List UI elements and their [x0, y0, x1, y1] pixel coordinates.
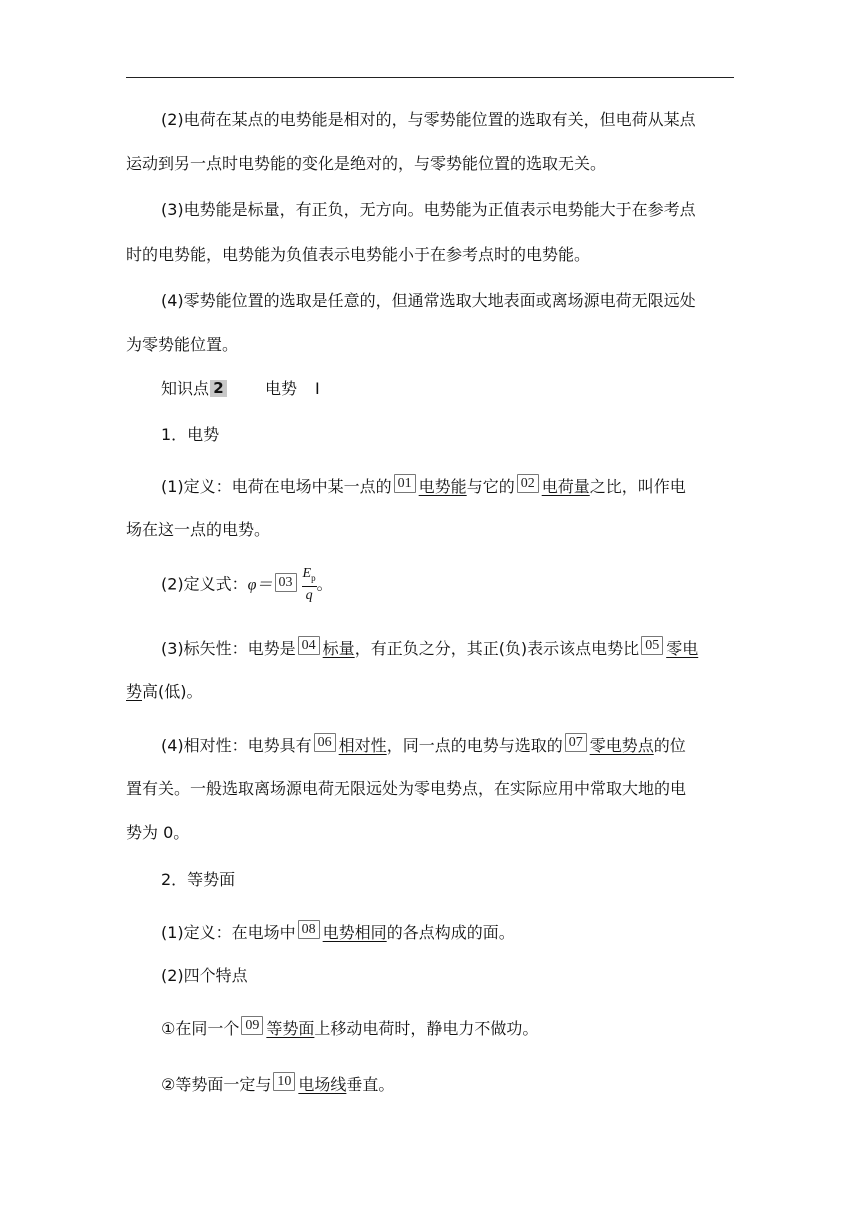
knowledge-point-label: 知识点	[161, 379, 210, 398]
equipotential-definition	[161, 920, 515, 944]
formula-suffix: 。	[316, 574, 333, 594]
definition-suffix: 之比，叫作电	[589, 477, 686, 496]
answer-field-line: 电场线	[298, 1075, 347, 1094]
paragraph-3-line-2: 时的电势能，电势能为负值表示电势能小于在参考点时的电势能。	[126, 245, 591, 264]
blank-number-04: 04	[298, 636, 320, 655]
section-1-title: 1．电势	[161, 425, 220, 444]
feature-2-suffix: 垂直。	[346, 1075, 395, 1094]
scalar-line-2-rest: 高(低)。	[142, 682, 203, 701]
formula-fraction	[302, 566, 317, 604]
formula-line	[161, 566, 333, 604]
knowledge-point-heading	[161, 378, 320, 400]
paragraph-2-line-2: 运动到另一点时电势能的变化是绝对的，与零势能位置的选取无关。	[126, 154, 607, 173]
definition-line-2: 场在这一点的电势。	[126, 520, 271, 539]
answer-relativity: 相对性	[338, 736, 387, 755]
blank-number-09: 09	[241, 1016, 263, 1035]
blank-number-02: 02	[517, 474, 539, 493]
blank-number-03: 03	[275, 573, 297, 592]
feature-1	[161, 1016, 538, 1040]
header-rule	[126, 77, 734, 78]
blank-number-08: 08	[298, 920, 320, 939]
relative-line-2: 置有关。一般选取离场源电荷无限远处为零电势点，在实际应用中常取大地的电	[126, 779, 687, 798]
paragraph-4-line-1: (4)零势能位置的选取是任意的，但通常选取大地表面或离场源电荷无限远处	[161, 291, 696, 310]
formula-denominator: q	[305, 587, 313, 603]
formula-numerator	[302, 566, 317, 587]
answer-equipotential-surface: 等势面	[266, 1019, 315, 1038]
answer-zero-potential-part2: 势	[126, 682, 143, 701]
definition-line-1	[161, 474, 686, 498]
features-title: (2)四个特点	[161, 966, 248, 985]
blank-number-01: 01	[394, 474, 416, 493]
relative-line-3: 势为 0。	[126, 823, 190, 842]
answer-zero-potential-point: 零电势点	[589, 736, 654, 755]
answer-same-potential: 电势相同	[322, 923, 387, 942]
equipotential-prefix: (1)定义：在电场中	[161, 923, 296, 942]
relative-line-1	[161, 733, 686, 757]
section-2-title: 2．等势面	[161, 870, 236, 889]
relative-mid: ，同一点的电势与选取的	[386, 736, 563, 755]
blank-number-07: 07	[565, 733, 587, 752]
formula-prefix: (2)定义式：	[161, 574, 248, 594]
feature-1-suffix: 上移动电荷时，静电力不做功。	[314, 1019, 539, 1038]
relative-prefix: (4)相对性：电势具有	[161, 736, 312, 755]
feature-2	[161, 1072, 394, 1096]
blank-number-05: 05	[641, 636, 663, 655]
numerator-e: E	[302, 566, 312, 581]
numerator-subscript: p	[311, 572, 316, 583]
scalar-line-2	[126, 681, 203, 703]
scalar-mid: ，有正负之分，其正(负)表示该点电势比	[354, 639, 640, 658]
feature-1-prefix: ①在同一个	[161, 1019, 240, 1038]
knowledge-point-number-badge: 2	[210, 380, 227, 397]
paragraph-2-line-1: (2)电荷在某点的电势能是相对的，与零势能位置的选取有关，但电荷从某点	[161, 110, 696, 129]
paragraph-4-line-2: 为零势能位置。	[126, 335, 239, 354]
equipotential-suffix: 的各点构成的面。	[386, 923, 515, 942]
relative-suffix: 的位	[653, 736, 686, 755]
knowledge-point-title: 电势	[265, 379, 298, 398]
paragraph-3-line-1: (3)电势能是标量，有正负，无方向。电势能为正值表示电势能大于在参考点	[161, 200, 696, 219]
answer-charge: 电荷量	[541, 477, 590, 496]
answer-potential-energy: 电势能	[418, 477, 467, 496]
scalar-line-1	[161, 636, 698, 660]
definition-prefix: (1)定义：电荷在电场中某一点的	[161, 477, 392, 496]
formula-lhs: φ＝	[247, 576, 273, 594]
definition-mid: 与它的	[466, 477, 515, 496]
blank-number-10: 10	[273, 1072, 295, 1091]
knowledge-point-level: Ⅰ	[315, 379, 320, 398]
feature-2-prefix: ②等势面一定与	[161, 1075, 272, 1094]
blank-number-06: 06	[314, 733, 336, 752]
scalar-prefix: (3)标矢性：电势是	[161, 639, 296, 658]
answer-zero-potential-part1: 零电	[666, 639, 699, 658]
answer-scalar: 标量	[322, 639, 355, 658]
